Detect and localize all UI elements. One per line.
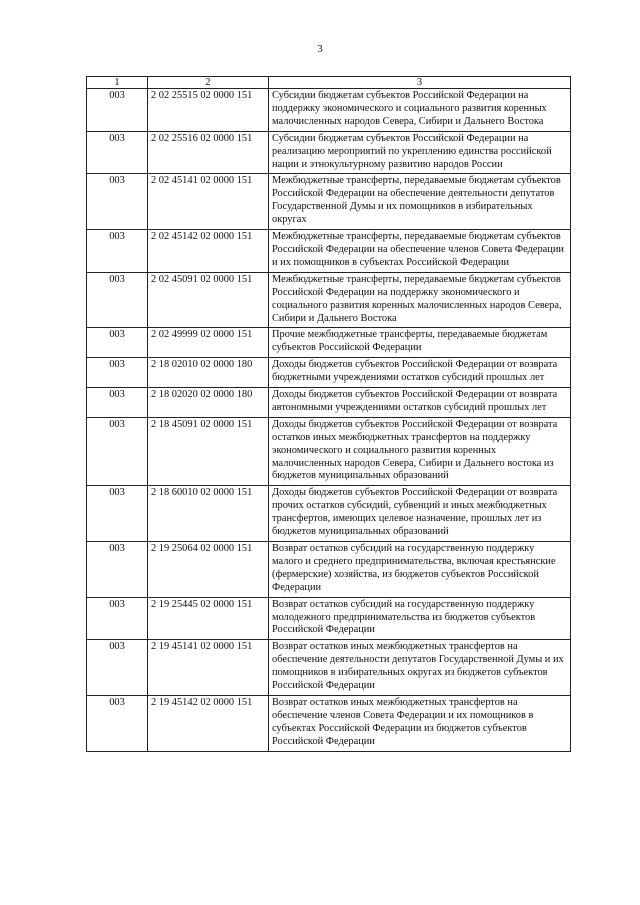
description-cell: Возврат остатков иных межбюджетных трансфертов на обеспечение деятельности депутатов Государственной Думы и их помощников в избирательных округах из бюджетов субъектов Российской Федерации xyxy=(269,640,571,696)
table-row xyxy=(87,695,571,751)
budget-code-cell: 2 18 60010 02 0000 151 xyxy=(148,486,269,542)
budget-code-cell: 2 19 25445 02 0000 151 xyxy=(148,597,269,640)
budget-code-cell: 2 02 45142 02 0000 151 xyxy=(148,230,269,273)
budget-code-cell: 2 19 25064 02 0000 151 xyxy=(148,542,269,598)
description-cell: Прочие межбюджетные трансферты, передаваемые бюджетам субъектов Российской Федерации xyxy=(269,328,571,358)
admin-code-cell: 003 xyxy=(87,174,148,230)
admin-code-cell: 003 xyxy=(87,272,148,328)
admin-code-cell: 003 xyxy=(87,230,148,273)
admin-code-cell: 003 xyxy=(87,486,148,542)
description-cell: Субсидии бюджетам субъектов Российской Федерации на реализацию мероприятий по укреплению единства российской нации и этнокультурному развитию народов России xyxy=(269,131,571,174)
description-cell: Возврат остатков иных межбюджетных трансфертов на обеспечение членов Совета Федерации и их помощников в субъектах Российской Федерации из бюджетов субъектов Российской Федерации xyxy=(269,695,571,751)
table-row xyxy=(87,89,571,132)
budget-code-cell: 2 19 45142 02 0000 151 xyxy=(148,695,269,751)
description-cell: Доходы бюджетов субъектов Российской Федерации от возврата остатков иных межбюджетных трансфертов на поддержку экономического и социального развития коренных малочисленных народов Севера, Сибири и Дальнего востока из бюджетов муниципальных образований xyxy=(269,417,571,486)
budget-code-cell: 2 02 49999 02 0000 151 xyxy=(148,328,269,358)
description-cell: Возврат остатков субсидий на государственную поддержку малого и среднего предпринимательства, включая крестьянские (фермерские) хозяйства, из бюджетов субъектов Российской Федерации xyxy=(269,542,571,598)
admin-code-cell: 003 xyxy=(87,89,148,132)
description-cell: Доходы бюджетов субъектов Российской Федерации от возврата прочих остатков субсидий, субвенций и иных межбюджетных трансфертов, имеющих целевое назначение, прошлых лет из бюджетов муниципальных образований xyxy=(269,486,571,542)
column-header-1: 1 xyxy=(87,77,148,89)
column-header-2: 2 xyxy=(148,77,269,89)
table-row xyxy=(87,388,571,418)
description-cell: Межбюджетные трансферты, передаваемые бюджетам субъектов Российской Федерации на обеспечение деятельности депутатов Государственной Думы и их помощников в избирательных округах xyxy=(269,174,571,230)
admin-code-cell: 003 xyxy=(87,358,148,388)
description-cell: Субсидии бюджетам субъектов Российской Федерации на поддержку экономического и социального развития коренных малочисленных народов Севера, Сибири и Дальнего Востока xyxy=(269,89,571,132)
table-row xyxy=(87,597,571,640)
admin-code-cell: 003 xyxy=(87,640,148,696)
table-row xyxy=(87,542,571,598)
description-cell: Доходы бюджетов субъектов Российской Федерации от возврата бюджетными учреждениями остатков субсидий прошлых лет xyxy=(269,358,571,388)
admin-code-cell: 003 xyxy=(87,417,148,486)
budget-code-cell: 2 18 02010 02 0000 180 xyxy=(148,358,269,388)
description-cell: Возврат остатков субсидий на государственную поддержку молодежного предпринимательства из бюджетов субъектов Российской Федерации xyxy=(269,597,571,640)
budget-code-cell: 2 18 45091 02 0000 151 xyxy=(148,417,269,486)
page-number: 3 xyxy=(317,44,323,55)
admin-code-cell: 003 xyxy=(87,131,148,174)
budget-code-cell: 2 02 45091 02 0000 151 xyxy=(148,272,269,328)
description-cell: Межбюджетные трансферты, передаваемые бюджетам субъектов Российской Федерации на обеспечение членов Совета Федерации и их помощников в субъектах Российской Федерации xyxy=(269,230,571,273)
table-row xyxy=(87,640,571,696)
table-row xyxy=(87,230,571,273)
table-row xyxy=(87,328,571,358)
table-header-row xyxy=(87,77,571,89)
table-row xyxy=(87,272,571,328)
budget-code-cell: 2 18 02020 02 0000 180 xyxy=(148,388,269,418)
table-row xyxy=(87,486,571,542)
description-cell: Межбюджетные трансферты, передаваемые бюджетам субъектов Российской Федерации на поддержку экономического и социального развития коренных малочисленных народов Севера, Сибири и Дальнего Востока xyxy=(269,272,571,328)
table-row xyxy=(87,417,571,486)
budget-classification-table xyxy=(86,76,571,752)
admin-code-cell: 003 xyxy=(87,695,148,751)
table-row xyxy=(87,131,571,174)
admin-code-cell: 003 xyxy=(87,597,148,640)
budget-code-cell: 2 02 45141 02 0000 151 xyxy=(148,174,269,230)
budget-code-cell: 2 02 25515 02 0000 151 xyxy=(148,89,269,132)
budget-code-cell: 2 19 45141 02 0000 151 xyxy=(148,640,269,696)
table-body xyxy=(87,89,571,752)
admin-code-cell: 003 xyxy=(87,542,148,598)
budget-code-cell: 2 02 25516 02 0000 151 xyxy=(148,131,269,174)
admin-code-cell: 003 xyxy=(87,328,148,358)
column-header-3: 3 xyxy=(269,77,571,89)
table-row xyxy=(87,358,571,388)
table-row xyxy=(87,174,571,230)
description-cell: Доходы бюджетов субъектов Российской Федерации от возврата автономными учреждениями остатков субсидий прошлых лет xyxy=(269,388,571,418)
admin-code-cell: 003 xyxy=(87,388,148,418)
